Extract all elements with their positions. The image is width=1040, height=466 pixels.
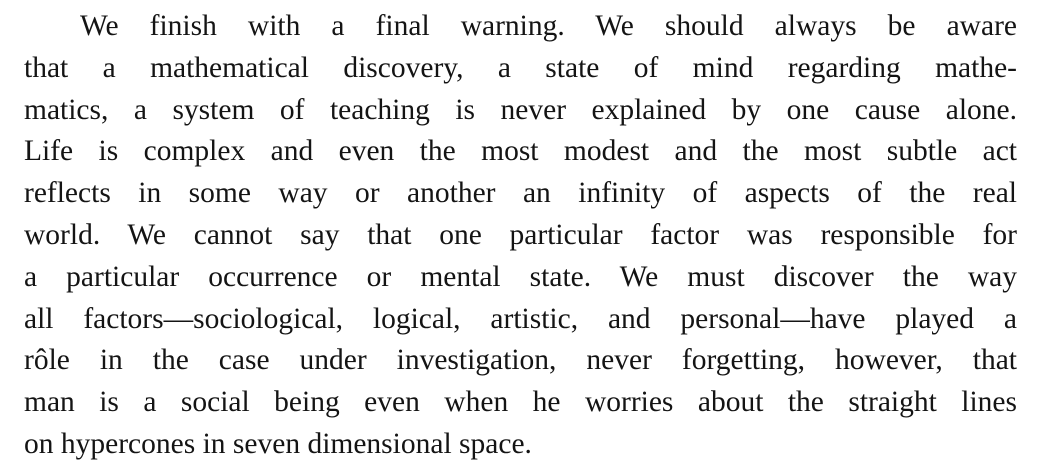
text-line-6: world. We cannot say that one particular factor was responsible for bbox=[24, 218, 1017, 251]
paragraph bbox=[24, 6, 1017, 466]
text-line-3: matics, a system of teaching is never explained by one cause alone. bbox=[24, 93, 1017, 126]
text-line-7: a particular occurrence or mental state. We must discover the way bbox=[24, 260, 1017, 293]
text-line-9: rôle in the case under investigation, never forgetting, however, that bbox=[24, 344, 1017, 377]
text-line-10: man is a social being even when he worries about the straight lines bbox=[24, 386, 1017, 419]
text-line-11: on hypercones in seven dimensional space. bbox=[24, 427, 532, 460]
text-line-2: that a mathematical discovery, a state of mind regarding mathe- bbox=[24, 51, 1017, 84]
text-line-1: We finish with a final warning. We should always be aware bbox=[80, 10, 1017, 42]
text-line-8: all factors—sociological, logical, artistic, and personal—have played a bbox=[24, 302, 1017, 335]
text-line-4: Life is complex and even the most modest and the most subtle act bbox=[24, 135, 1017, 168]
text-line-5: reflects in some way or another an infinity of aspects of the real bbox=[24, 177, 1017, 210]
